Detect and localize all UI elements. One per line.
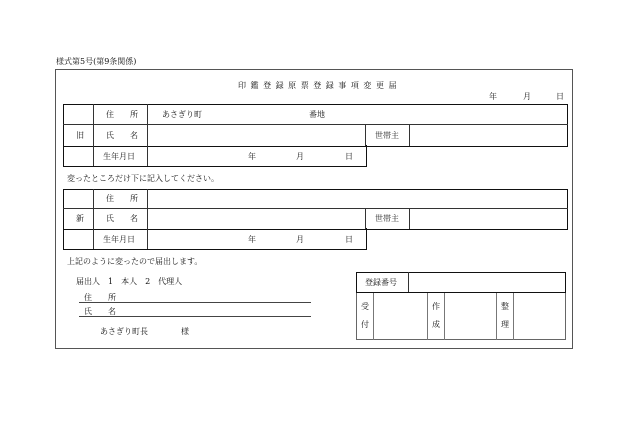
applicant-name-label: 氏 名 [84, 307, 120, 316]
new-name-label: 氏 名 [106, 214, 142, 223]
sorted-label-top: 整 [501, 302, 509, 311]
old-address-prefix: あさぎり町 [162, 110, 202, 119]
new-address-label: 住 所 [106, 194, 142, 203]
old-side-label: 旧 [76, 131, 84, 140]
created-label-top: 作 [432, 302, 440, 311]
form-number: 様式第5号(第9条関係) [56, 57, 137, 66]
new-birth-day: 日 [345, 235, 353, 244]
new-birth-year: 年 [248, 235, 256, 244]
new-householder-label: 世帯主 [375, 214, 399, 223]
old-name-label: 氏 名 [106, 131, 142, 140]
old-birthdate-label: 生年月日 [103, 152, 135, 161]
office-stamp-box [356, 293, 566, 340]
created-label-bottom: 成 [432, 320, 440, 329]
applicant-label: 届出人 1 本人 2 代理人 [76, 277, 183, 286]
date-day-label: 日 [556, 92, 564, 101]
date-year-label: 年 [489, 92, 497, 101]
received-label-bottom: 付 [361, 320, 369, 329]
applicant-address-label: 住 所 [84, 293, 120, 302]
addressee-honorific: 様 [181, 327, 189, 336]
instruction-text: 変ったところだけ下に記入してください。 [67, 174, 219, 183]
date-month-label: 月 [523, 92, 531, 101]
new-side-label: 新 [76, 214, 84, 223]
registration-number-label: 登録番号 [365, 278, 397, 287]
addressee: あさぎり町長 [100, 327, 148, 336]
new-birthdate-label: 生年月日 [103, 235, 135, 244]
declaration-text: 上記のように変ったので届出します。 [67, 257, 203, 266]
sorted-label-bottom: 理 [501, 320, 509, 329]
old-birth-day: 日 [345, 152, 353, 161]
old-address-label: 住 所 [106, 110, 142, 119]
received-label-top: 受 [361, 302, 369, 311]
old-address-suffix: 番地 [309, 110, 325, 119]
old-birth-year: 年 [248, 152, 256, 161]
new-birth-month: 月 [296, 235, 304, 244]
applicant-name-line [79, 316, 311, 317]
old-householder-label: 世帯主 [375, 131, 399, 140]
form-title: 印 鑑 登 録 原 票 登 録 事 項 変 更 届 [238, 81, 398, 90]
applicant-address-line [79, 302, 311, 303]
old-birth-month: 月 [296, 152, 304, 161]
